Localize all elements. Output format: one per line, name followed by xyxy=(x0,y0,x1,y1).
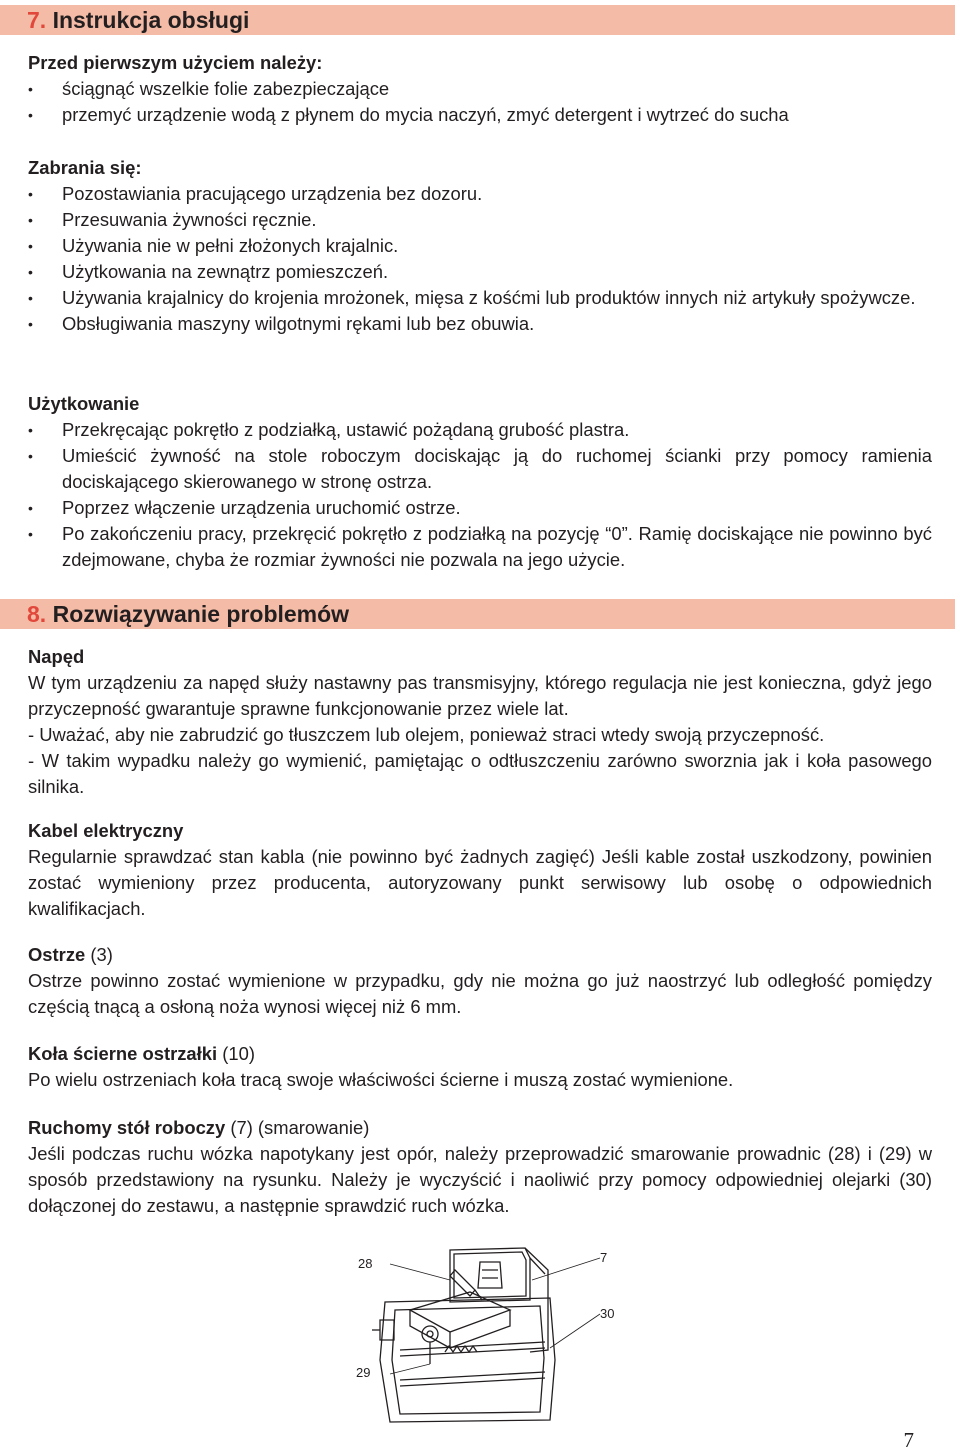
grinding-heading-line xyxy=(28,1041,932,1067)
list-item: • Obsługiwania maszyny wilgotnymi rękami lub bez obuwia. xyxy=(28,311,932,337)
cable-text: Regularnie sprawdzać stan kabla (nie powinno być żadnych zagięć) Jeśli kable został uszkodzony, powinien zostać wymieniony przez producenta, autoryzowany punkt serwisowy lub osobę o odpowiednich kwalifikacjach. xyxy=(28,846,932,919)
section-8-number: 8. xyxy=(27,601,47,627)
slicer-lubrication-figure xyxy=(350,1240,640,1430)
before-first-use-heading: Przed pierwszym użyciem należy: xyxy=(28,52,323,73)
label-28: 28 xyxy=(358,1256,373,1271)
blade-text: Ostrze powinno zostać wymienione w przypadku, gdy nie można go już naostrzyć lub odległość pomiędzy częścią tnącą a osłoną noża wynosi więcej niż 6 mm. xyxy=(28,970,932,1017)
list-item: • Poprzez włączenie urządzenia uruchomić ostrze. xyxy=(28,495,932,521)
prohibited xyxy=(28,155,932,337)
label-7: 7 xyxy=(600,1250,608,1265)
drive xyxy=(28,644,932,800)
grinding-ref: (10) xyxy=(222,1043,255,1064)
grinding xyxy=(28,1041,932,1093)
slicer-drawing xyxy=(350,1240,640,1430)
usage-heading: Użytkowanie xyxy=(28,393,140,414)
label-29: 29 xyxy=(356,1365,371,1380)
before-first-use xyxy=(28,50,932,128)
label-30: 30 xyxy=(600,1306,615,1321)
section-8-header xyxy=(0,599,955,629)
prohibited-heading: Zabrania się: xyxy=(28,157,142,178)
work-table-text: Jeśli podczas ruchu wózka napotykany jest opór, należy przeprowadzić smarowanie prowadnic (28) i (29) w sposób przedstawiony na rysunku. Należy je wyczyścić i naoliwić przy pomocy odpowiedniej olejarki (30) dołączonej do zestawu, a następnie sprawdzić ruch wózka. xyxy=(28,1143,932,1216)
section-7-number: 7. xyxy=(27,7,47,33)
work-table-ref: (7) (smarowanie) xyxy=(230,1117,370,1138)
drive-line: - Uważać, aby nie zabrudzić go tłuszczem lub olejem, ponieważ straci wtedy swoją przyczepność. xyxy=(28,724,825,745)
blade-ref: (3) xyxy=(90,944,113,965)
list-item: • Przekręcając pokrętło z podziałką, ustawić pożądaną grubość plastra. xyxy=(28,417,932,443)
section-7-title: Instrukcja obsługi xyxy=(52,7,250,33)
grinding-text: Po wielu ostrzeniach koła tracą swoje właściwości ścierne i muszą zostać wymienione. xyxy=(28,1069,734,1090)
work-table xyxy=(28,1115,932,1219)
usage-list xyxy=(28,417,932,573)
list-item: • Po zakończeniu pracy, przekręcić pokrętło z podziałką na pozycję “0”. Ramię dociskające nie powinno być zdejmowane, chyba że rozmiar żywności nie pozwala na jego użycie. xyxy=(28,521,932,573)
blade-heading-line xyxy=(28,942,932,968)
list-item: • Umieścić żywność na stole roboczym dociskając ją do ruchomej ścianki przy pomocy ramienia dociskającego skierowanego w stronę ostrza. xyxy=(28,443,932,495)
blade-heading: Ostrze xyxy=(28,944,86,965)
list-item: • przemyć urządzenie wodą z płynem do mycia naczyń, zmyć detergent i wytrzeć do sucha xyxy=(28,102,932,128)
prohibited-list xyxy=(28,181,932,337)
page-number: 7 xyxy=(903,1428,914,1452)
list-item: • Używania krajalnicy do krojenia mrożonek, mięsa z kośćmi lub produktów innych niż artykuły spożywcze. xyxy=(28,285,932,311)
drive-heading: Napęd xyxy=(28,646,85,667)
usage xyxy=(28,391,932,573)
cable xyxy=(28,818,932,922)
before-first-use-list xyxy=(28,76,932,128)
grinding-heading: Koła ścierne ostrzałki xyxy=(28,1043,218,1064)
work-table-heading-line xyxy=(28,1115,932,1141)
cable-heading: Kabel elektryczny xyxy=(28,820,184,841)
list-item: • Używania nie w pełni złożonych krajalnic. xyxy=(28,233,932,259)
list-item: • ściągnąć wszelkie folie zabezpieczające xyxy=(28,76,932,102)
list-item: • Pozostawiania pracującego urządzenia bez dozoru. xyxy=(28,181,932,207)
list-item: • Przesuwania żywności ręcznie. xyxy=(28,207,932,233)
work-table-heading: Ruchomy stół roboczy xyxy=(28,1117,226,1138)
section-8-title: Rozwiązywanie problemów xyxy=(52,601,350,627)
drive-line: W tym urządzeniu za napęd służy nastawny pas transmisyjny, którego regulacja nie jest konieczna, gdyż jego przyczepność gwarantuje sprawne funkcjonowanie przez wiele lat. xyxy=(28,672,932,719)
blade xyxy=(28,942,932,1020)
section-7-header xyxy=(0,5,955,35)
drive-line: - W takim wypadku należy go wymienić, pamiętając o odtłuszczeniu zarówno sworznia jak i koła pasowego silnika. xyxy=(28,750,932,797)
list-item: • Użytkowania na zewnątrz pomieszczeń. xyxy=(28,259,932,285)
